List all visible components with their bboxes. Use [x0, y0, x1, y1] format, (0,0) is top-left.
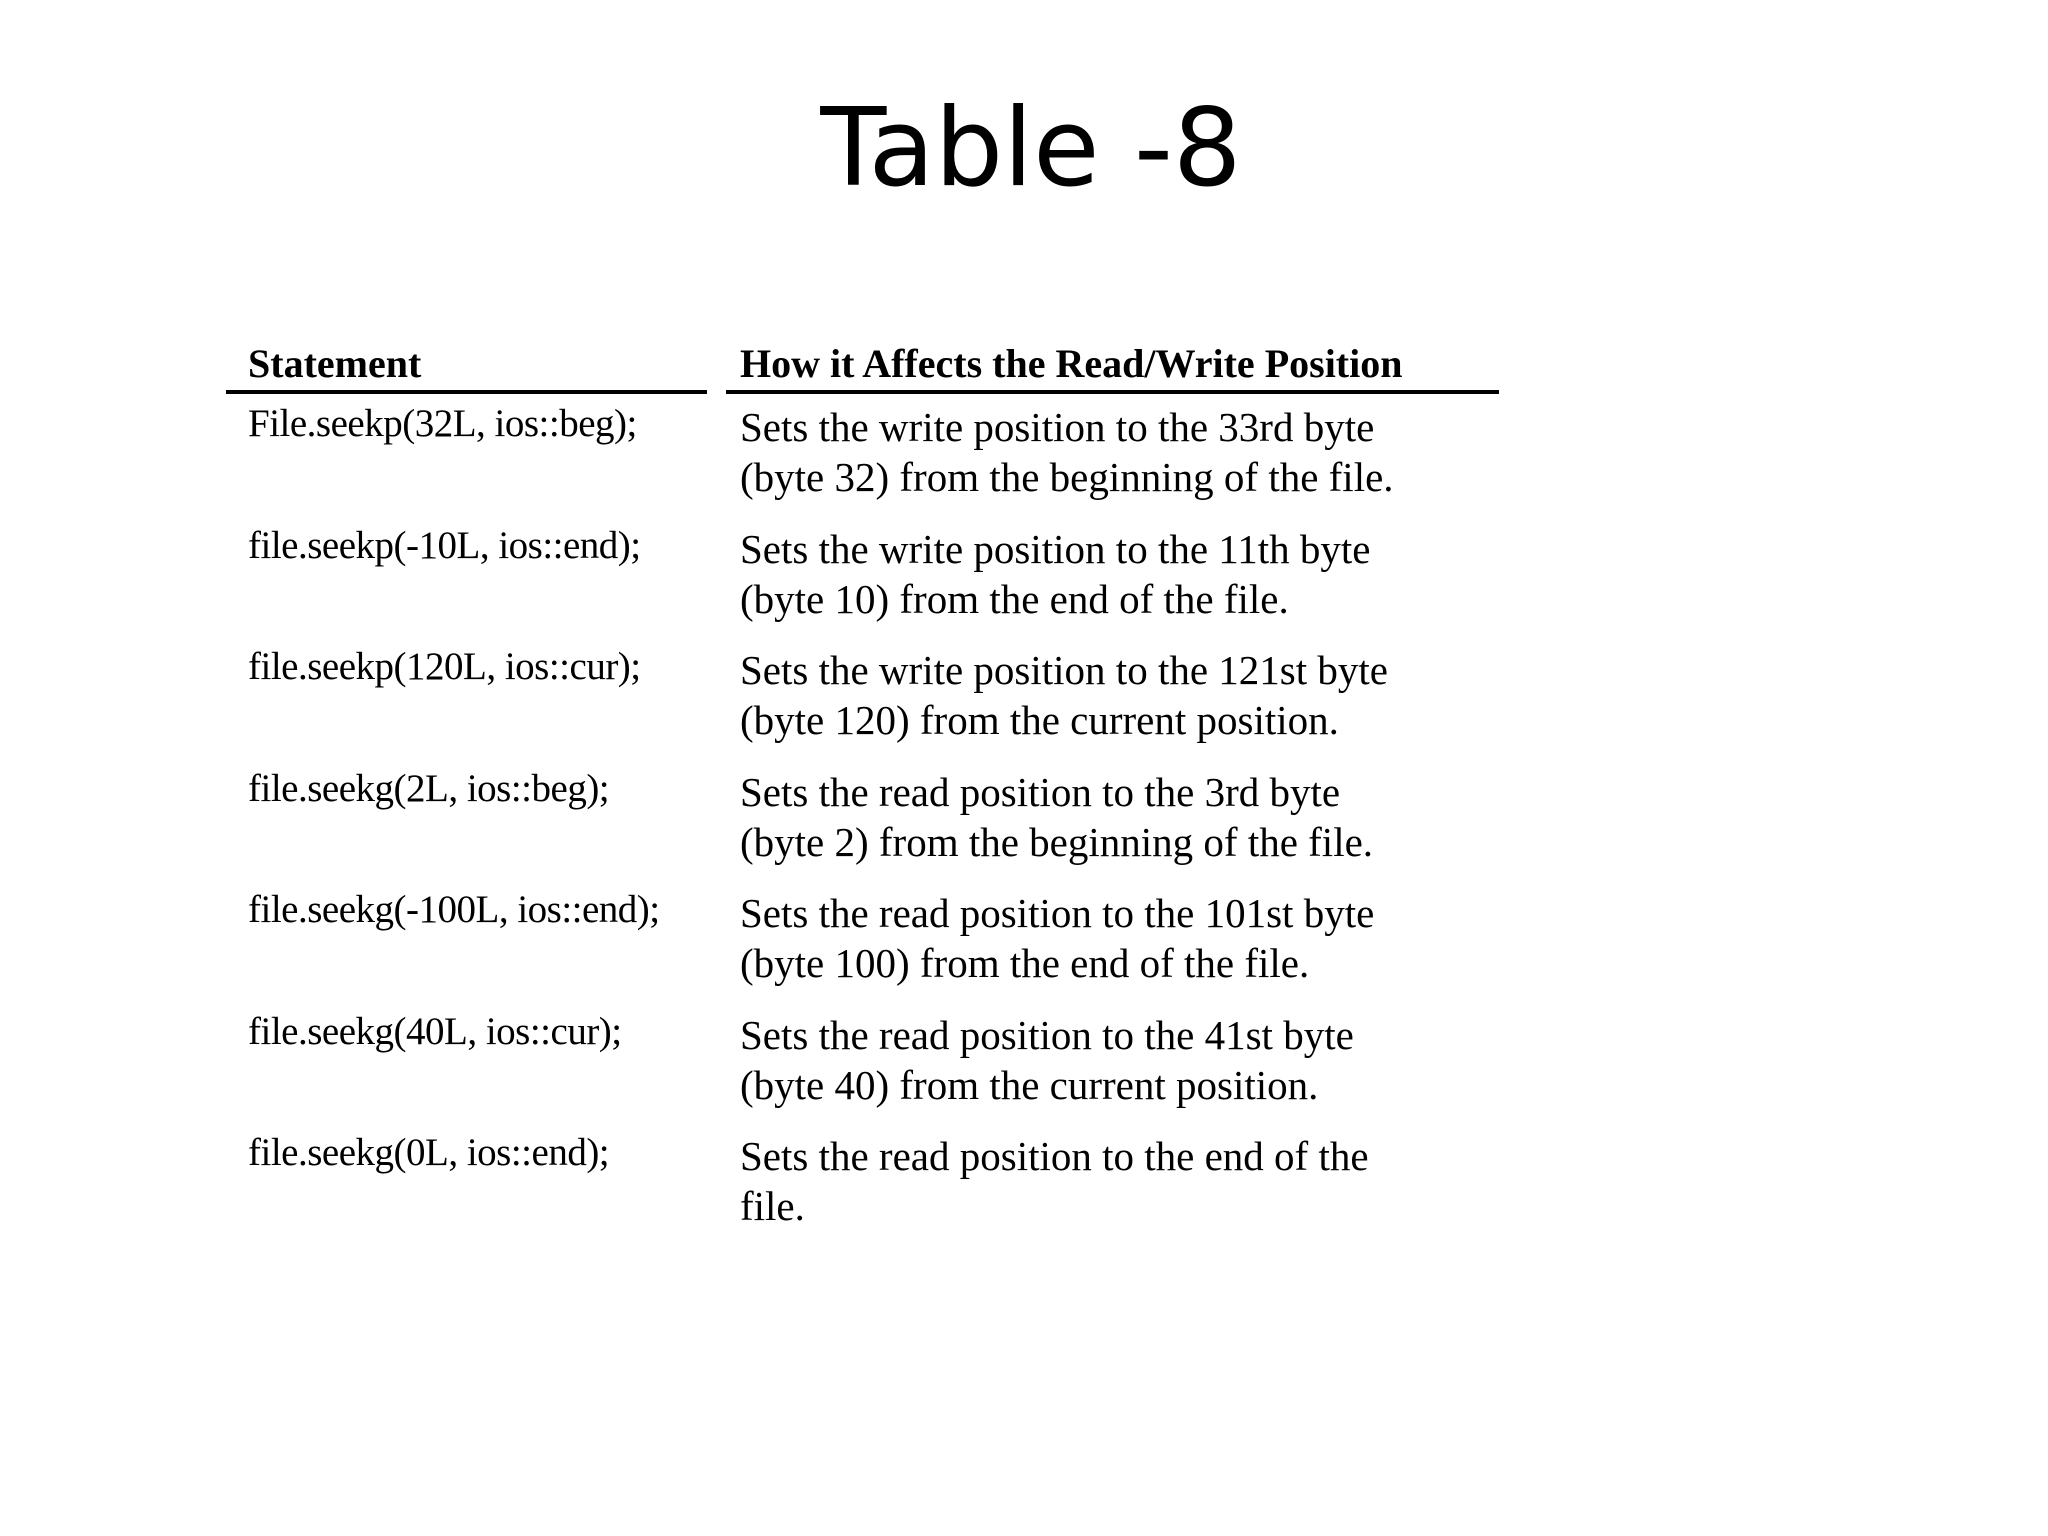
effect-line: Sets the write position to the 121st byte — [740, 647, 1388, 693]
statement-cell: file.seekg(0L, ios::end); — [248, 1131, 610, 1174]
table-row — [226, 1123, 1499, 1245]
effect-line: (byte 100) from the end of the file. — [740, 940, 1310, 986]
effect-line: (byte 120) from the current position. — [740, 697, 1339, 743]
header-statement: Statement — [248, 341, 422, 386]
effect-line: Sets the write position to the 11th byte — [740, 525, 1371, 572]
statement-cell: file.seekg(40L, ios::cur); — [248, 1009, 622, 1053]
effect-cell — [740, 1131, 1480, 1231]
table-row — [226, 394, 1499, 516]
effect-cell — [740, 888, 1480, 988]
effect-line: (byte 2) from the beginning of the file. — [740, 818, 1374, 865]
effect-cell — [740, 1010, 1480, 1110]
header-effect: How it Affects the Read/Write Position — [740, 341, 1403, 386]
table-row — [226, 759, 1499, 881]
effect-line: (byte 40) from the current position. — [740, 1061, 1319, 1108]
statement-cell: File.seekp(32L, ios::beg); — [248, 402, 637, 445]
effect-cell — [740, 645, 1480, 745]
statement-cell: file.seekg(2L, ios::beg); — [248, 766, 610, 810]
table-row — [226, 516, 1499, 638]
statement-cell: file.seekp(-10L, ios::end); — [248, 523, 641, 567]
slide-title: Table -8 — [820, 86, 1242, 211]
seek-table — [226, 334, 1499, 1245]
effect-cell — [740, 767, 1480, 867]
table-header-row — [226, 334, 1499, 394]
effect-line: Sets the read position to the end of the — [740, 1133, 1369, 1179]
table-row — [226, 880, 1499, 1002]
effect-cell — [740, 524, 1480, 624]
table-row — [226, 1002, 1499, 1124]
effect-line: Sets the read position to the 3rd byte — [740, 768, 1341, 815]
effect-line: (byte 32) from the beginning of the file. — [740, 454, 1394, 500]
effect-line: (byte 10) from the end of the file. — [740, 575, 1289, 622]
effect-line: file. — [740, 1183, 805, 1229]
effect-line: Sets the read position to the 101st byte — [740, 890, 1375, 936]
table-body — [226, 394, 1499, 1245]
effect-line: Sets the read position to the 41st byte — [740, 1011, 1354, 1058]
effect-cell — [740, 402, 1480, 502]
effect-line: Sets the write position to the 33rd byte — [740, 404, 1375, 450]
table-row — [226, 637, 1499, 759]
statement-cell: file.seekp(120L, ios::cur); — [248, 645, 641, 688]
statement-cell: file.seekg(-100L, ios::end); — [248, 888, 660, 931]
